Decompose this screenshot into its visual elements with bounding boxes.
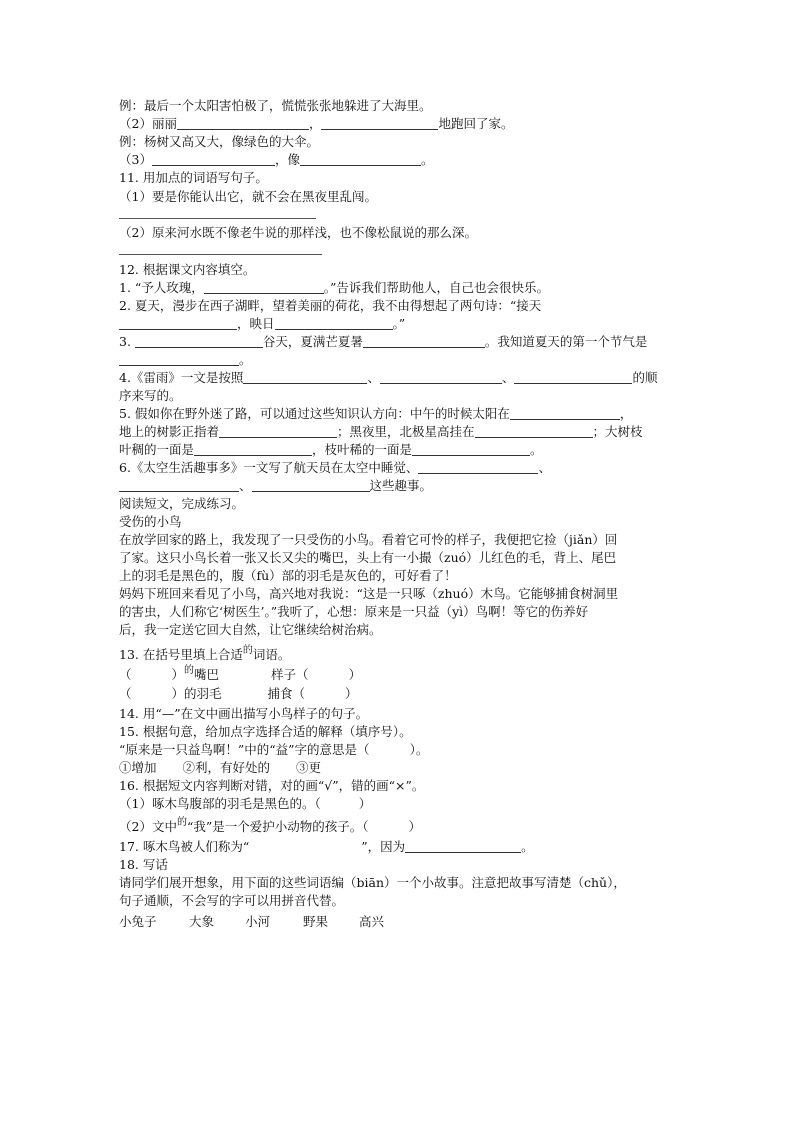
passage-line: 妈妈下班回来看见了小鸟，高兴地对我说：“这是一只啄（zhuó）木鸟。它能够捕食树洞里 xyxy=(119,586,619,601)
blank-12-3c[interactable] xyxy=(119,352,239,366)
question-11-item-1: （1）要是你能认出它，就不会在黑夜里乱闯。 xyxy=(119,189,377,204)
fill-item-3: 3. 谷天，夏满芒夏暑 。我知道夏天的第一个节气是 xyxy=(119,334,648,349)
passage-line: 了家。这只小鸟长着一张又长又尖的嘴巴，头上有一小撮（zuó）儿红色的毛，背上、尾巴 xyxy=(119,550,617,565)
passage-line: 上的羽毛是黑色的，腹（fù）部的羽毛是灰色的，可好看了！ xyxy=(119,568,457,583)
passage-line: 在放学回家的路上，我发现了一只受伤的小鸟。看着它可怜的样子，我便把它捡（jiǎn）回 xyxy=(119,532,618,547)
question-13-row-1: （ ）$^的$嘴巴 样子（ ） xyxy=(119,665,362,682)
item-3-line: （3） ，像 。 xyxy=(119,152,434,167)
reading-instruction: 阅读短文，完成练习。 xyxy=(119,496,245,511)
fill-item-2: 2. 夏天，漫步在西子湖畔，望着美丽的荷花，我不由得想起了两句诗：“接天 xyxy=(119,298,542,313)
question-15-prompt: “原来是一只益鸟啊！”中的“益”字的意思是（ ）。 xyxy=(119,742,429,757)
passage-title: 受伤的小鸟 xyxy=(119,514,182,529)
answer-line-11-1[interactable] xyxy=(119,218,316,219)
fill-item-4: 4.《雷雨》一文是按照 、 、 的顺 xyxy=(119,370,658,385)
fill-item-3-cont: 。 xyxy=(119,351,252,368)
blank-17-2[interactable] xyxy=(405,839,521,853)
blank-12-1[interactable] xyxy=(204,280,324,294)
blank-12-3b[interactable] xyxy=(363,334,485,348)
question-15-options: ①增加 ②利，有好处的 ③更 xyxy=(119,760,322,775)
question-12-title: 12. 根据课文内容填空。 xyxy=(119,262,256,277)
blank-12-4c[interactable] xyxy=(514,370,632,384)
blank-12-6b[interactable] xyxy=(119,478,239,492)
fill-item-5: 5. 假如你在野外迷了路，可以通过这些知识认方向：中午的时候太阳在 ， xyxy=(119,406,633,421)
passage-line: 的害虫，人们称它‘树医生’。”我听了，心想：原来是一只益（yì）鸟啊！等它的伤养好 xyxy=(119,604,589,619)
blank-2-2[interactable] xyxy=(321,116,438,130)
example-line-1: 例：最后一个太阳害怕极了，慌慌张张地躲进了大海里。 xyxy=(119,98,432,113)
passage-line: 后，我一定送它回大自然，让它继续给树治病。 xyxy=(119,622,382,637)
word-item: 大象 xyxy=(189,914,215,929)
question-17: 17. 啄木鸟被人们称为“ ”，因为 。 xyxy=(119,839,534,854)
question-11-item-2: （2）原来河水既不像老牛说的那样浅，也不像松鼠说的那么深。 xyxy=(119,225,477,240)
fill-item-6-cont: 、 这些趣事。 xyxy=(119,477,432,494)
fill-item-5-cont-2: 叶稠的一面是 ，枝叶稀的一面是 。 xyxy=(119,442,543,457)
question-11-title: 11. 用加点的词语写句子。 xyxy=(119,170,268,185)
item-2-line: （2）丽丽 ， 地跑回了家。 xyxy=(119,116,514,131)
answer-line-11-2[interactable] xyxy=(119,254,322,255)
word-item: 野果 xyxy=(303,914,329,929)
blank-17-1[interactable] xyxy=(249,840,361,853)
example-line-2: 例：杨树又高又大，像绿色的大伞。 xyxy=(119,134,320,149)
blank-12-2b[interactable] xyxy=(275,316,393,330)
blank-12-3a[interactable] xyxy=(135,334,263,348)
question-16-item-2: （2）文中$^的$“我”是一个爱护小动物的孩子。（ ） xyxy=(119,817,422,834)
question-16: 16. 根据短文内容判断对错，对的画“√”，错的画“×”。 xyxy=(119,778,425,793)
question-18-title: 18. 写话 xyxy=(119,857,168,872)
blank-12-5c[interactable] xyxy=(475,424,593,438)
blank-12-4a[interactable] xyxy=(243,370,367,384)
blank-12-5d[interactable] xyxy=(194,442,312,456)
word-item: 高兴 xyxy=(359,914,385,929)
blank-12-2a[interactable] xyxy=(119,316,237,330)
blank-3-1[interactable] xyxy=(152,152,275,166)
word-list xyxy=(119,913,384,930)
fill-item-1: 1. “予人玫瑰， 。”告诉我们帮助他人，自己也会很快乐。 xyxy=(119,280,549,295)
fill-item-2-cont: ，映日 。” xyxy=(119,315,405,332)
question-16-item-1: （1）啄木鸟腹部的羽毛是黑色的。（ ） xyxy=(119,796,372,811)
blank-12-6a[interactable] xyxy=(418,460,538,474)
blank-12-4b[interactable] xyxy=(380,370,502,384)
blank-12-5a[interactable] xyxy=(510,406,620,420)
fill-item-4-cont: 序来写的。 xyxy=(119,388,182,403)
question-18-instruction: 请同学们展开想象，用下面的这些词语编（biān）一个小故事。注意把故事写清楚（chǔ）， xyxy=(119,875,626,890)
fill-item-6: 6.《太空生活趣事多》一文写了航天员在太空中睡觉、 、 xyxy=(119,460,551,475)
blank-12-5e[interactable] xyxy=(412,442,530,456)
fill-item-5-cont-1: 地上的树影正指着 ；黑夜里，北极星高挂在 ；大树枝 xyxy=(119,424,643,439)
blank-12-6c[interactable] xyxy=(252,478,370,492)
question-13-title: 13. 在括号里填上合适$^的$词语。 xyxy=(119,645,291,662)
blank-3-2[interactable] xyxy=(300,152,421,166)
blank-12-5b[interactable] xyxy=(219,424,337,438)
question-13-row-2: （ ）的羽毛 捕食（ ） xyxy=(119,686,358,701)
blank-2-1[interactable] xyxy=(177,116,309,130)
question-15: 15. 根据句意，给加点字选择合适的解释（填序号）。 xyxy=(119,724,412,739)
word-item: 小兔子 xyxy=(119,914,157,929)
word-item: 小河 xyxy=(245,914,271,929)
question-18-instruction-cont: 句子通顺，不会写的字可以用拼音代替。 xyxy=(119,893,345,908)
question-14: 14. 用“—”在文中画出描写小鸟样子的句子。 xyxy=(119,706,369,721)
